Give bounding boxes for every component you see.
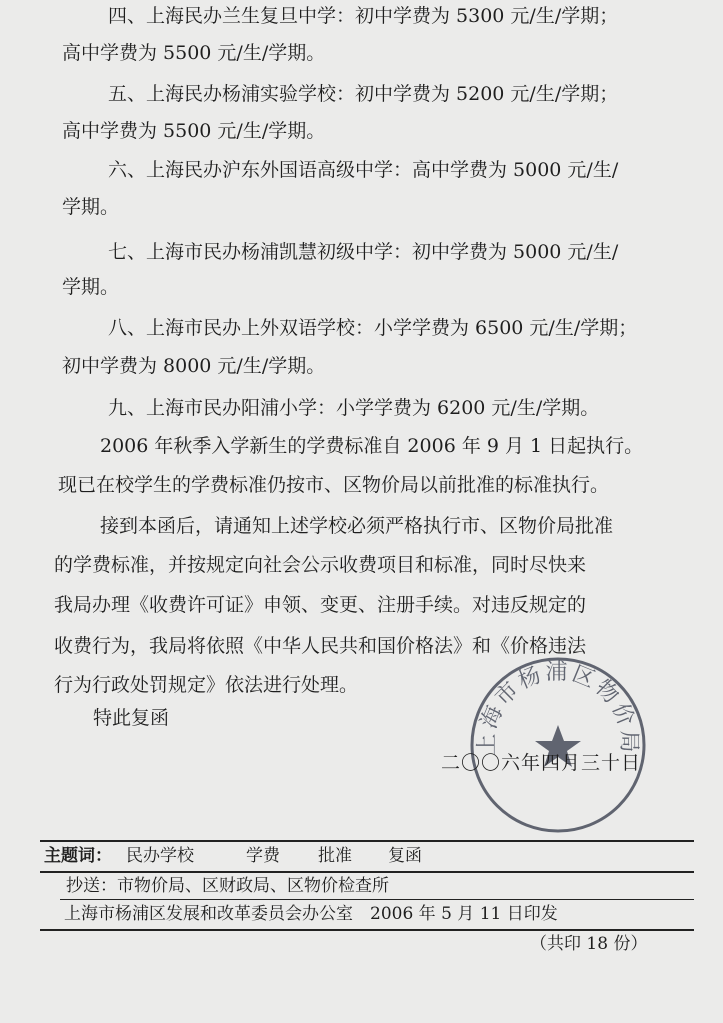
body-line: 九、上海市民办阳浦小学：小学学费为 6200 元/生/学期。: [108, 397, 600, 419]
body-line: 初中学费为 8000 元/生/学期。: [62, 355, 326, 377]
body-line: 五、上海民办杨浦实验学校：初中学费为 5200 元/生/学期；: [108, 83, 619, 105]
body-line: 现已在校学生的学费标准仍按市、区物价局以前批准的标准执行。: [58, 474, 610, 496]
body-line: 学期。: [62, 196, 120, 218]
body-line: 高中学费为 5500 元/生/学期。: [62, 42, 326, 64]
seal-text: 上海市杨浦区物价局: [474, 660, 642, 756]
subject-keyword: 复函: [388, 846, 422, 866]
body-line: 2006 年秋季入学新生的学费标准自 2006 年 9 月 1 日起执行。: [100, 435, 644, 457]
official-seal: [468, 655, 648, 835]
body-line: 高中学费为 5500 元/生/学期。: [62, 120, 326, 142]
body-line: 收费行为，我局将依照《中华人民共和国价格法》和《价格违法: [54, 635, 587, 657]
subject-keyword: 民办学校: [126, 846, 194, 866]
body-line: 七、上海市民办杨浦凯慧初级中学：初中学费为 5000 元/生/: [108, 241, 619, 263]
cc-line: 抄送：市物价局、区财政局、区物价检查所: [66, 876, 389, 896]
issue-date: 二〇〇六年四月三十日: [441, 752, 642, 774]
body-line: 六、上海民办沪东外国语高级中学：高中学费为 5000 元/生/: [108, 159, 619, 181]
divider-line: [40, 871, 694, 873]
body-line: 四、上海民办兰生复旦中学：初中学费为 5300 元/生/学期；: [108, 5, 619, 27]
closing-phrase: 特此复函: [93, 707, 170, 729]
divider-line: [60, 899, 694, 900]
body-line: 我局办理《收费许可证》申领、变更、注册手续。对违反规定的: [54, 594, 587, 616]
divider-line: [40, 929, 694, 931]
subject-keyword: 学费: [246, 846, 280, 866]
body-line: 接到本函后，请通知上述学校必须严格执行市、区物价局批准: [100, 515, 614, 537]
subject-label: 主题词：: [44, 846, 112, 866]
copies-count: （共印 18 份）: [530, 934, 648, 954]
body-line: 学期。: [62, 276, 120, 298]
body-line: 的学费标准，并按规定向社会公示收费项目和标准，同时尽快来: [54, 554, 587, 576]
issuer-line: 上海市杨浦区发展和改革委员会办公室 2006 年 5 月 11 日印发: [64, 904, 558, 924]
divider-line: [40, 840, 694, 842]
body-line: 行为行政处罚规定》依法进行处理。: [54, 674, 359, 696]
body-line: 八、上海市民办上外双语学校：小学学费为 6500 元/生/学期；: [108, 317, 638, 339]
subject-keyword: 批准: [318, 846, 352, 866]
